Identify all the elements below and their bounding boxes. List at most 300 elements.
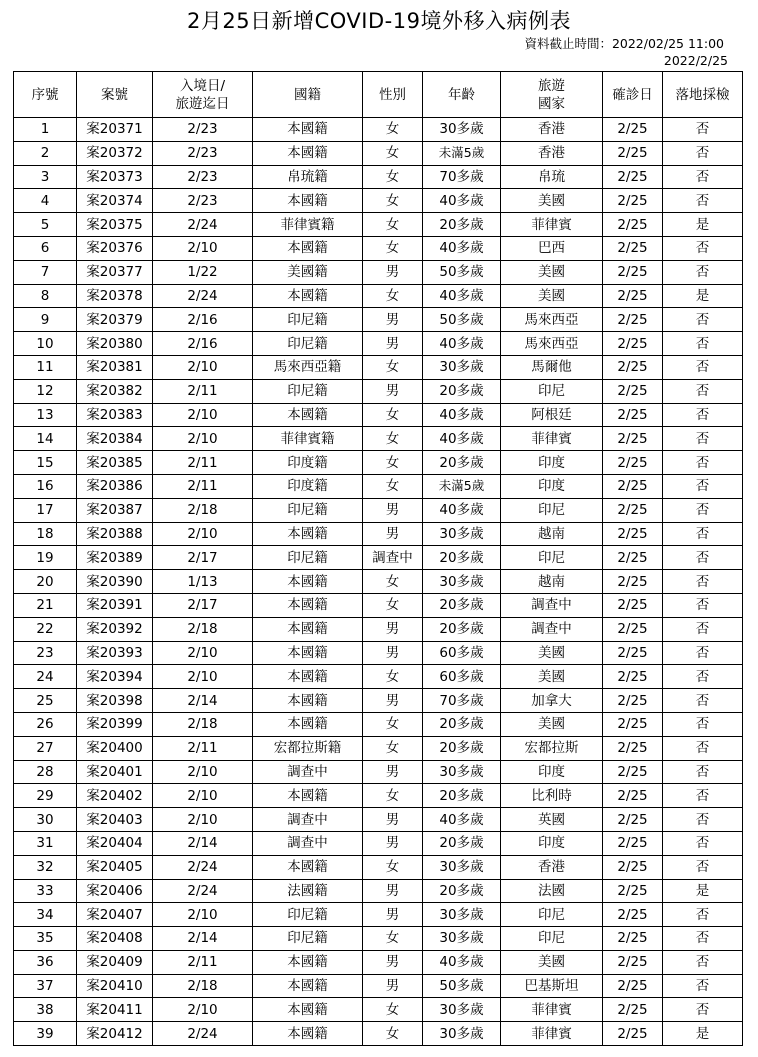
cell-age: 30多歲 bbox=[423, 570, 501, 594]
cell-entry-date: 2/24 bbox=[153, 879, 253, 903]
cell-entry-date: 2/14 bbox=[153, 927, 253, 951]
cell-age: 20多歲 bbox=[423, 784, 501, 808]
cell-onsite-test: 否 bbox=[663, 998, 743, 1022]
cell-age: 30多歲 bbox=[423, 1022, 501, 1046]
cell-travel-country: 帛琉 bbox=[501, 165, 603, 189]
cell-onsite-test: 否 bbox=[663, 332, 743, 356]
cell-nationality: 本國籍 bbox=[253, 855, 363, 879]
cell-nationality: 本國籍 bbox=[253, 284, 363, 308]
cell-nationality: 本國籍 bbox=[253, 570, 363, 594]
cell-onsite-test: 否 bbox=[663, 927, 743, 951]
cell-age: 30多歲 bbox=[423, 855, 501, 879]
cell-seq: 32 bbox=[14, 855, 77, 879]
cell-gender: 女 bbox=[363, 141, 423, 165]
cell-entry-date: 2/18 bbox=[153, 974, 253, 998]
cell-age: 20多歲 bbox=[423, 379, 501, 403]
cell-nationality: 菲律賓籍 bbox=[253, 213, 363, 237]
cell-case-id: 案20373 bbox=[77, 165, 153, 189]
cell-case-id: 案20379 bbox=[77, 308, 153, 332]
cell-gender: 女 bbox=[363, 474, 423, 498]
cell-entry-date: 2/24 bbox=[153, 1022, 253, 1046]
cell-case-id: 案20391 bbox=[77, 593, 153, 617]
cell-seq: 5 bbox=[14, 213, 77, 237]
cell-travel-country: 法國 bbox=[501, 879, 603, 903]
cell-case-id: 案20412 bbox=[77, 1022, 153, 1046]
cell-onsite-test: 否 bbox=[663, 427, 743, 451]
cell-entry-date: 2/18 bbox=[153, 712, 253, 736]
cell-travel-country: 印尼 bbox=[501, 927, 603, 951]
table-row bbox=[14, 831, 743, 855]
cell-nationality: 調查中 bbox=[253, 808, 363, 832]
cell-age: 40多歲 bbox=[423, 236, 501, 260]
cell-age: 30多歲 bbox=[423, 998, 501, 1022]
cell-entry-date: 2/24 bbox=[153, 284, 253, 308]
cell-confirm-date: 2/25 bbox=[603, 641, 663, 665]
cell-age: 70多歲 bbox=[423, 165, 501, 189]
cell-entry-date: 2/17 bbox=[153, 546, 253, 570]
cell-onsite-test: 否 bbox=[663, 760, 743, 784]
cell-travel-country: 香港 bbox=[501, 118, 603, 142]
cell-onsite-test: 否 bbox=[663, 903, 743, 927]
cell-seq: 13 bbox=[14, 403, 77, 427]
header-onsite-test: 落地採檢 bbox=[663, 72, 743, 118]
table-row bbox=[14, 570, 743, 594]
cell-onsite-test: 否 bbox=[663, 189, 743, 213]
cell-seq: 39 bbox=[14, 1022, 77, 1046]
header-confirm-date: 確診日 bbox=[603, 72, 663, 118]
cell-entry-date: 2/11 bbox=[153, 451, 253, 475]
cell-entry-date: 1/22 bbox=[153, 260, 253, 284]
cell-gender: 女 bbox=[363, 427, 423, 451]
cell-confirm-date: 2/25 bbox=[603, 522, 663, 546]
cell-travel-country: 香港 bbox=[501, 855, 603, 879]
cell-seq: 38 bbox=[14, 998, 77, 1022]
table-row bbox=[14, 736, 743, 760]
cell-entry-date: 2/23 bbox=[153, 118, 253, 142]
cell-onsite-test: 否 bbox=[663, 355, 743, 379]
table-row bbox=[14, 474, 743, 498]
cell-case-id: 案20400 bbox=[77, 736, 153, 760]
cell-onsite-test: 否 bbox=[663, 165, 743, 189]
cell-travel-country: 印度 bbox=[501, 451, 603, 475]
cell-confirm-date: 2/25 bbox=[603, 665, 663, 689]
cell-age: 50多歲 bbox=[423, 974, 501, 998]
cell-travel-country: 菲律賓 bbox=[501, 998, 603, 1022]
cell-age: 40多歲 bbox=[423, 498, 501, 522]
table-row bbox=[14, 1022, 743, 1046]
cell-onsite-test: 否 bbox=[663, 141, 743, 165]
cell-travel-country: 美國 bbox=[501, 284, 603, 308]
cell-gender: 男 bbox=[363, 260, 423, 284]
cell-travel-country: 印尼 bbox=[501, 546, 603, 570]
cell-gender: 女 bbox=[363, 451, 423, 475]
cell-gender: 男 bbox=[363, 689, 423, 713]
cell-nationality: 印尼籍 bbox=[253, 927, 363, 951]
cell-seq: 26 bbox=[14, 712, 77, 736]
cell-gender: 女 bbox=[363, 736, 423, 760]
cell-seq: 25 bbox=[14, 689, 77, 713]
cell-seq: 11 bbox=[14, 355, 77, 379]
cell-seq: 7 bbox=[14, 260, 77, 284]
cell-nationality: 本國籍 bbox=[253, 617, 363, 641]
header-entry-date-line1: 入境日/ bbox=[179, 77, 226, 94]
cell-travel-country: 菲律賓 bbox=[501, 1022, 603, 1046]
cell-entry-date: 2/14 bbox=[153, 689, 253, 713]
cell-case-id: 案20402 bbox=[77, 784, 153, 808]
cell-case-id: 案20389 bbox=[77, 546, 153, 570]
cell-confirm-date: 2/25 bbox=[603, 736, 663, 760]
cell-onsite-test: 否 bbox=[663, 784, 743, 808]
cell-confirm-date: 2/25 bbox=[603, 213, 663, 237]
table-row bbox=[14, 974, 743, 998]
cell-age: 30多歲 bbox=[423, 903, 501, 927]
cell-gender: 男 bbox=[363, 760, 423, 784]
cell-gender: 調查中 bbox=[363, 546, 423, 570]
cell-travel-country: 馬來西亞 bbox=[501, 332, 603, 356]
table-row bbox=[14, 712, 743, 736]
cell-nationality: 本國籍 bbox=[253, 593, 363, 617]
cell-case-id: 案20398 bbox=[77, 689, 153, 713]
table-row bbox=[14, 641, 743, 665]
cell-age: 40多歲 bbox=[423, 427, 501, 451]
header-age: 年齡 bbox=[423, 72, 501, 118]
cell-confirm-date: 2/25 bbox=[603, 689, 663, 713]
cell-seq: 9 bbox=[14, 308, 77, 332]
cell-travel-country: 調查中 bbox=[501, 593, 603, 617]
cell-case-id: 案20392 bbox=[77, 617, 153, 641]
cell-confirm-date: 2/25 bbox=[603, 927, 663, 951]
cell-seq: 20 bbox=[14, 570, 77, 594]
cell-entry-date: 2/23 bbox=[153, 165, 253, 189]
cell-confirm-date: 2/25 bbox=[603, 284, 663, 308]
cell-nationality: 本國籍 bbox=[253, 118, 363, 142]
cell-seq: 6 bbox=[14, 236, 77, 260]
cell-case-id: 案20393 bbox=[77, 641, 153, 665]
cell-entry-date: 2/17 bbox=[153, 593, 253, 617]
cell-confirm-date: 2/25 bbox=[603, 474, 663, 498]
cell-seq: 8 bbox=[14, 284, 77, 308]
cell-travel-country: 美國 bbox=[501, 950, 603, 974]
cell-entry-date: 2/11 bbox=[153, 950, 253, 974]
cell-gender: 女 bbox=[363, 236, 423, 260]
cell-seq: 1 bbox=[14, 118, 77, 142]
cell-age: 30多歲 bbox=[423, 760, 501, 784]
table-row bbox=[14, 213, 743, 237]
cell-age: 60多歲 bbox=[423, 665, 501, 689]
cell-onsite-test: 否 bbox=[663, 641, 743, 665]
cell-travel-country: 美國 bbox=[501, 641, 603, 665]
cell-gender: 男 bbox=[363, 879, 423, 903]
cell-gender: 女 bbox=[363, 593, 423, 617]
cell-case-id: 案20372 bbox=[77, 141, 153, 165]
cell-age: 20多歲 bbox=[423, 712, 501, 736]
cell-nationality: 本國籍 bbox=[253, 665, 363, 689]
cell-confirm-date: 2/25 bbox=[603, 855, 663, 879]
cell-case-id: 案20388 bbox=[77, 522, 153, 546]
table-row bbox=[14, 879, 743, 903]
cell-onsite-test: 否 bbox=[663, 498, 743, 522]
cell-age: 40多歲 bbox=[423, 284, 501, 308]
data-cutoff-time: 資料截止時間：2022/02/25 11:00 bbox=[524, 36, 724, 51]
cell-age: 40多歲 bbox=[423, 189, 501, 213]
cell-gender: 男 bbox=[363, 831, 423, 855]
cell-case-id: 案20385 bbox=[77, 451, 153, 475]
cell-onsite-test: 否 bbox=[663, 665, 743, 689]
table-row bbox=[14, 118, 743, 142]
cell-gender: 女 bbox=[363, 355, 423, 379]
table-row bbox=[14, 784, 743, 808]
cell-nationality: 宏都拉斯籍 bbox=[253, 736, 363, 760]
cell-case-id: 案20376 bbox=[77, 236, 153, 260]
cell-travel-country: 英國 bbox=[501, 808, 603, 832]
cell-gender: 女 bbox=[363, 665, 423, 689]
cell-confirm-date: 2/25 bbox=[603, 236, 663, 260]
cell-travel-country: 美國 bbox=[501, 665, 603, 689]
cell-seq: 21 bbox=[14, 593, 77, 617]
cell-confirm-date: 2/25 bbox=[603, 950, 663, 974]
cell-age: 20多歲 bbox=[423, 831, 501, 855]
cell-travel-country: 印尼 bbox=[501, 379, 603, 403]
table-row bbox=[14, 498, 743, 522]
cell-confirm-date: 2/25 bbox=[603, 617, 663, 641]
cell-case-id: 案20410 bbox=[77, 974, 153, 998]
cell-gender: 男 bbox=[363, 379, 423, 403]
cell-gender: 男 bbox=[363, 974, 423, 998]
cell-travel-country: 香港 bbox=[501, 141, 603, 165]
cell-entry-date: 2/18 bbox=[153, 617, 253, 641]
table-row bbox=[14, 546, 743, 570]
cell-nationality: 調查中 bbox=[253, 831, 363, 855]
cell-case-id: 案20384 bbox=[77, 427, 153, 451]
cell-confirm-date: 2/25 bbox=[603, 831, 663, 855]
cell-case-id: 案20404 bbox=[77, 831, 153, 855]
table-row bbox=[14, 808, 743, 832]
cell-nationality: 印度籍 bbox=[253, 451, 363, 475]
table-row bbox=[14, 617, 743, 641]
cell-confirm-date: 2/25 bbox=[603, 712, 663, 736]
cell-entry-date: 2/10 bbox=[153, 665, 253, 689]
cell-nationality: 本國籍 bbox=[253, 403, 363, 427]
cell-seq: 22 bbox=[14, 617, 77, 641]
cell-age: 30多歲 bbox=[423, 118, 501, 142]
cell-seq: 10 bbox=[14, 332, 77, 356]
cell-onsite-test: 否 bbox=[663, 974, 743, 998]
cell-onsite-test: 否 bbox=[663, 546, 743, 570]
page-title: 2月25日新增COVID-19境外移入病例表 bbox=[187, 9, 571, 33]
cell-gender: 女 bbox=[363, 927, 423, 951]
cell-gender: 男 bbox=[363, 903, 423, 927]
cell-onsite-test: 否 bbox=[663, 451, 743, 475]
cell-age: 未滿5歲 bbox=[423, 474, 501, 498]
cell-confirm-date: 2/25 bbox=[603, 903, 663, 927]
header-travel-country bbox=[501, 72, 603, 118]
cell-age: 30多歲 bbox=[423, 927, 501, 951]
cell-nationality: 印尼籍 bbox=[253, 546, 363, 570]
cell-confirm-date: 2/25 bbox=[603, 808, 663, 832]
cell-nationality: 本國籍 bbox=[253, 189, 363, 213]
table-row bbox=[14, 308, 743, 332]
cell-onsite-test: 否 bbox=[663, 522, 743, 546]
cell-confirm-date: 2/25 bbox=[603, 593, 663, 617]
cell-travel-country: 菲律賓 bbox=[501, 213, 603, 237]
cell-confirm-date: 2/25 bbox=[603, 379, 663, 403]
cell-travel-country: 印度 bbox=[501, 760, 603, 784]
cell-onsite-test: 否 bbox=[663, 736, 743, 760]
cell-case-id: 案20390 bbox=[77, 570, 153, 594]
cell-confirm-date: 2/25 bbox=[603, 332, 663, 356]
cell-nationality: 印尼籍 bbox=[253, 379, 363, 403]
cell-confirm-date: 2/25 bbox=[603, 974, 663, 998]
table-row bbox=[14, 998, 743, 1022]
cell-nationality: 本國籍 bbox=[253, 522, 363, 546]
cell-gender: 男 bbox=[363, 808, 423, 832]
cell-seq: 3 bbox=[14, 165, 77, 189]
table-row bbox=[14, 760, 743, 784]
cell-nationality: 菲律賓籍 bbox=[253, 427, 363, 451]
cell-seq: 14 bbox=[14, 427, 77, 451]
cell-onsite-test: 否 bbox=[663, 570, 743, 594]
cell-onsite-test: 否 bbox=[663, 831, 743, 855]
cell-seq: 29 bbox=[14, 784, 77, 808]
cell-age: 20多歲 bbox=[423, 546, 501, 570]
cell-entry-date: 2/10 bbox=[153, 998, 253, 1022]
cell-confirm-date: 2/25 bbox=[603, 403, 663, 427]
cell-gender: 女 bbox=[363, 284, 423, 308]
cell-seq: 37 bbox=[14, 974, 77, 998]
cell-entry-date: 2/11 bbox=[153, 379, 253, 403]
table-row bbox=[14, 141, 743, 165]
table-row bbox=[14, 593, 743, 617]
cell-confirm-date: 2/25 bbox=[603, 427, 663, 451]
cell-nationality: 法國籍 bbox=[253, 879, 363, 903]
cell-gender: 女 bbox=[363, 1022, 423, 1046]
cell-case-id: 案20382 bbox=[77, 379, 153, 403]
cell-nationality: 本國籍 bbox=[253, 689, 363, 713]
header-entry-date bbox=[153, 72, 253, 118]
cell-confirm-date: 2/25 bbox=[603, 498, 663, 522]
cell-gender: 男 bbox=[363, 498, 423, 522]
cell-nationality: 本國籍 bbox=[253, 784, 363, 808]
cell-age: 30多歲 bbox=[423, 355, 501, 379]
cell-gender: 男 bbox=[363, 617, 423, 641]
cell-entry-date: 2/24 bbox=[153, 213, 253, 237]
cell-case-id: 案20380 bbox=[77, 332, 153, 356]
cell-confirm-date: 2/25 bbox=[603, 260, 663, 284]
cell-age: 20多歲 bbox=[423, 213, 501, 237]
cell-entry-date: 1/13 bbox=[153, 570, 253, 594]
cell-nationality: 印度籍 bbox=[253, 474, 363, 498]
cell-confirm-date: 2/25 bbox=[603, 879, 663, 903]
cell-seq: 19 bbox=[14, 546, 77, 570]
table-header-row bbox=[14, 72, 743, 118]
cell-entry-date: 2/10 bbox=[153, 760, 253, 784]
table-row bbox=[14, 903, 743, 927]
cell-confirm-date: 2/25 bbox=[603, 141, 663, 165]
header-nationality: 國籍 bbox=[253, 72, 363, 118]
cell-case-id: 案20409 bbox=[77, 950, 153, 974]
cell-onsite-test: 是 bbox=[663, 284, 743, 308]
cell-case-id: 案20377 bbox=[77, 260, 153, 284]
case-table-body bbox=[14, 118, 743, 1046]
cell-entry-date: 2/10 bbox=[153, 641, 253, 665]
cell-travel-country: 美國 bbox=[501, 712, 603, 736]
cell-age: 40多歲 bbox=[423, 403, 501, 427]
cell-onsite-test: 否 bbox=[663, 379, 743, 403]
cell-confirm-date: 2/25 bbox=[603, 546, 663, 570]
cell-seq: 4 bbox=[14, 189, 77, 213]
cell-case-id: 案20405 bbox=[77, 855, 153, 879]
case-table bbox=[13, 71, 743, 1046]
cell-case-id: 案20374 bbox=[77, 189, 153, 213]
cell-onsite-test: 是 bbox=[663, 213, 743, 237]
cell-travel-country: 印度 bbox=[501, 474, 603, 498]
cell-travel-country: 比利時 bbox=[501, 784, 603, 808]
cell-case-id: 案20408 bbox=[77, 927, 153, 951]
cell-case-id: 案20386 bbox=[77, 474, 153, 498]
cell-entry-date: 2/10 bbox=[153, 522, 253, 546]
cell-case-id: 案20383 bbox=[77, 403, 153, 427]
cell-travel-country: 馬爾他 bbox=[501, 355, 603, 379]
cell-gender: 男 bbox=[363, 950, 423, 974]
cell-travel-country: 巴基斯坦 bbox=[501, 974, 603, 998]
cell-confirm-date: 2/25 bbox=[603, 451, 663, 475]
cell-case-id: 案20387 bbox=[77, 498, 153, 522]
cell-age: 30多歲 bbox=[423, 522, 501, 546]
cell-nationality: 調查中 bbox=[253, 760, 363, 784]
cell-case-id: 案20378 bbox=[77, 284, 153, 308]
cell-seq: 30 bbox=[14, 808, 77, 832]
cell-nationality: 帛琉籍 bbox=[253, 165, 363, 189]
table-row bbox=[14, 379, 743, 403]
cell-entry-date: 2/10 bbox=[153, 236, 253, 260]
cell-onsite-test: 否 bbox=[663, 689, 743, 713]
cell-travel-country: 印度 bbox=[501, 831, 603, 855]
table-row bbox=[14, 355, 743, 379]
cell-age: 50多歲 bbox=[423, 260, 501, 284]
cell-age: 60多歲 bbox=[423, 641, 501, 665]
cell-gender: 女 bbox=[363, 998, 423, 1022]
table-row bbox=[14, 165, 743, 189]
cell-entry-date: 2/14 bbox=[153, 831, 253, 855]
cell-nationality: 美國籍 bbox=[253, 260, 363, 284]
cell-nationality: 印尼籍 bbox=[253, 308, 363, 332]
cell-case-id: 案20406 bbox=[77, 879, 153, 903]
cell-confirm-date: 2/25 bbox=[603, 118, 663, 142]
cell-nationality: 本國籍 bbox=[253, 712, 363, 736]
cell-seq: 12 bbox=[14, 379, 77, 403]
table-row bbox=[14, 665, 743, 689]
cell-travel-country: 越南 bbox=[501, 570, 603, 594]
cell-case-id: 案20407 bbox=[77, 903, 153, 927]
cell-entry-date: 2/10 bbox=[153, 784, 253, 808]
cell-confirm-date: 2/25 bbox=[603, 355, 663, 379]
table-row bbox=[14, 284, 743, 308]
cell-age: 40多歲 bbox=[423, 808, 501, 832]
cell-onsite-test: 否 bbox=[663, 593, 743, 617]
header-seq: 序號 bbox=[14, 72, 77, 118]
report-date: 2022/2/25 bbox=[663, 53, 728, 68]
cell-gender: 女 bbox=[363, 855, 423, 879]
cell-gender: 女 bbox=[363, 213, 423, 237]
cell-case-id: 案20399 bbox=[77, 712, 153, 736]
header-gender: 性別 bbox=[363, 72, 423, 118]
cell-gender: 女 bbox=[363, 165, 423, 189]
cell-nationality: 印尼籍 bbox=[253, 332, 363, 356]
cell-onsite-test: 否 bbox=[663, 950, 743, 974]
cell-confirm-date: 2/25 bbox=[603, 165, 663, 189]
cell-seq: 28 bbox=[14, 760, 77, 784]
cell-onsite-test: 否 bbox=[663, 403, 743, 427]
